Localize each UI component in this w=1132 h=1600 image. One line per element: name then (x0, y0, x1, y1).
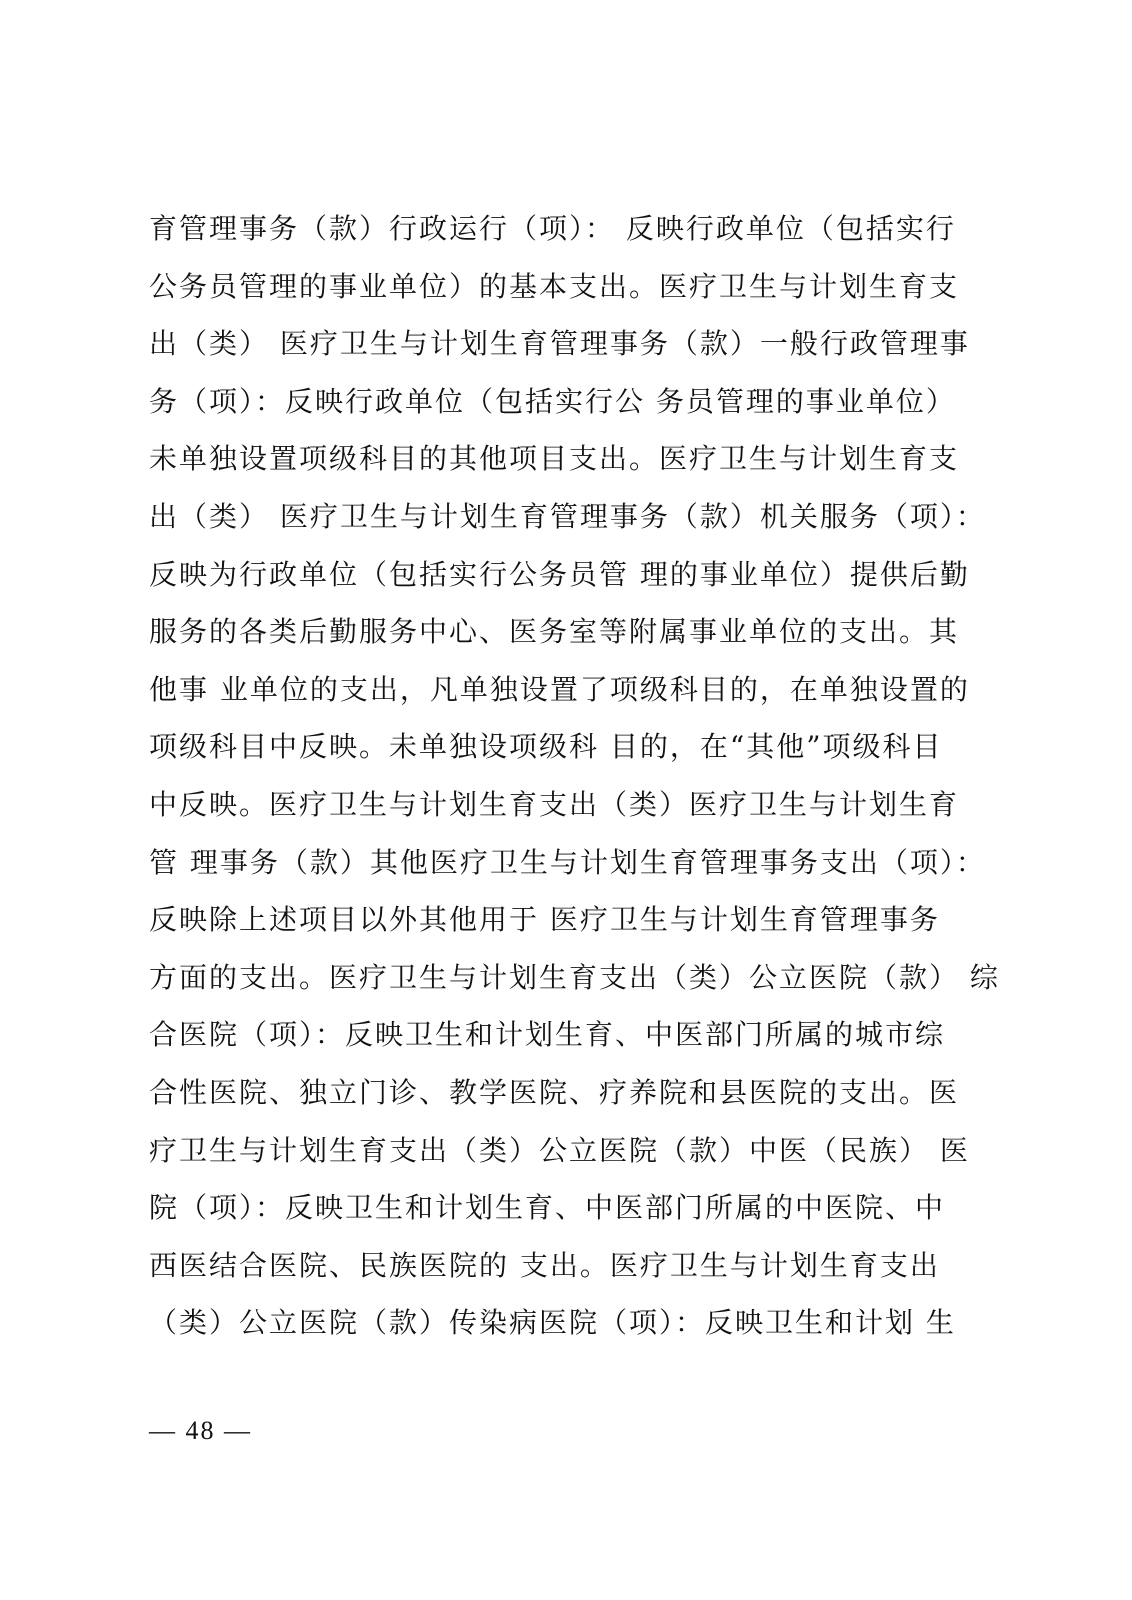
text-line: 合医院（项）：反映卫生和计划生育、中医部门所属的城市综 (149, 1018, 946, 1052)
text-line: 出（类） 医疗卫生与计划生育管理事务（款）机关服务（项）： (149, 499, 986, 533)
text-line: 西医结合医院、民族医院的 支出。医疗卫生与计划生育支出 (149, 1248, 940, 1282)
page-number: — 48 — (149, 1416, 252, 1445)
text-line: 疗卫生与计划生育支出（类）公立医院（款）中医（民族） 医 (149, 1133, 970, 1167)
text-line: 管 理事务（款）其他医疗卫生与计划生育管理事务支出（项）： (149, 845, 986, 879)
text-line: 中反映。医疗卫生与计划生育支出（类）医疗卫生与计划生育 (149, 787, 960, 821)
text-line: 他事 业单位的支出，凡单独设置了项级科目的，在单独设置的 (149, 672, 970, 706)
text-line: 未单独设置项级科目的其他项目支出。医疗卫生与计划生育支 (149, 442, 960, 476)
text-line: 服务的各类后勤服务中心、医务室等附属事业单位的支出。其 (149, 615, 960, 649)
text-line: 育管理事务（款）行政运行（项）： 反映行政单位（包括实行 (149, 212, 956, 245)
text-line: 方面的支出。医疗卫生与计划生育支出（类）公立医院（款） 综 (149, 960, 1000, 994)
text-line: 项级科目中反映。未单独设项级科 目的，在“其他”项级科目 (149, 730, 943, 764)
text-line: 务（项）：反映行政单位（包括实行公 务员管理的事业单位） (149, 384, 956, 418)
text-line: 公务员管理的事业单位）的基本支出。医疗卫生与计划生育支 (149, 269, 960, 303)
text-line: 院（项）：反映卫生和计划生育、中医部门所属的中医院、中 (149, 1191, 946, 1225)
body-text (149, 200, 1000, 1352)
text-line: （类）公立医院（款）传染病医院（项）：反映卫生和计划 生 (149, 1306, 956, 1340)
text-line: 出（类） 医疗卫生与计划生育管理事务（款）一般行政管理事 (149, 327, 970, 361)
text-line: 反映为行政单位（包括实行公务员管 理的事业单位）提供后勤 (149, 557, 970, 591)
text-line: 反映除上述项目以外其他用于 医疗卫生与计划生育管理事务 (149, 903, 940, 937)
text-line: 合性医院、独立门诊、教学医院、疗养院和县医院的支出。医 (149, 1075, 960, 1109)
